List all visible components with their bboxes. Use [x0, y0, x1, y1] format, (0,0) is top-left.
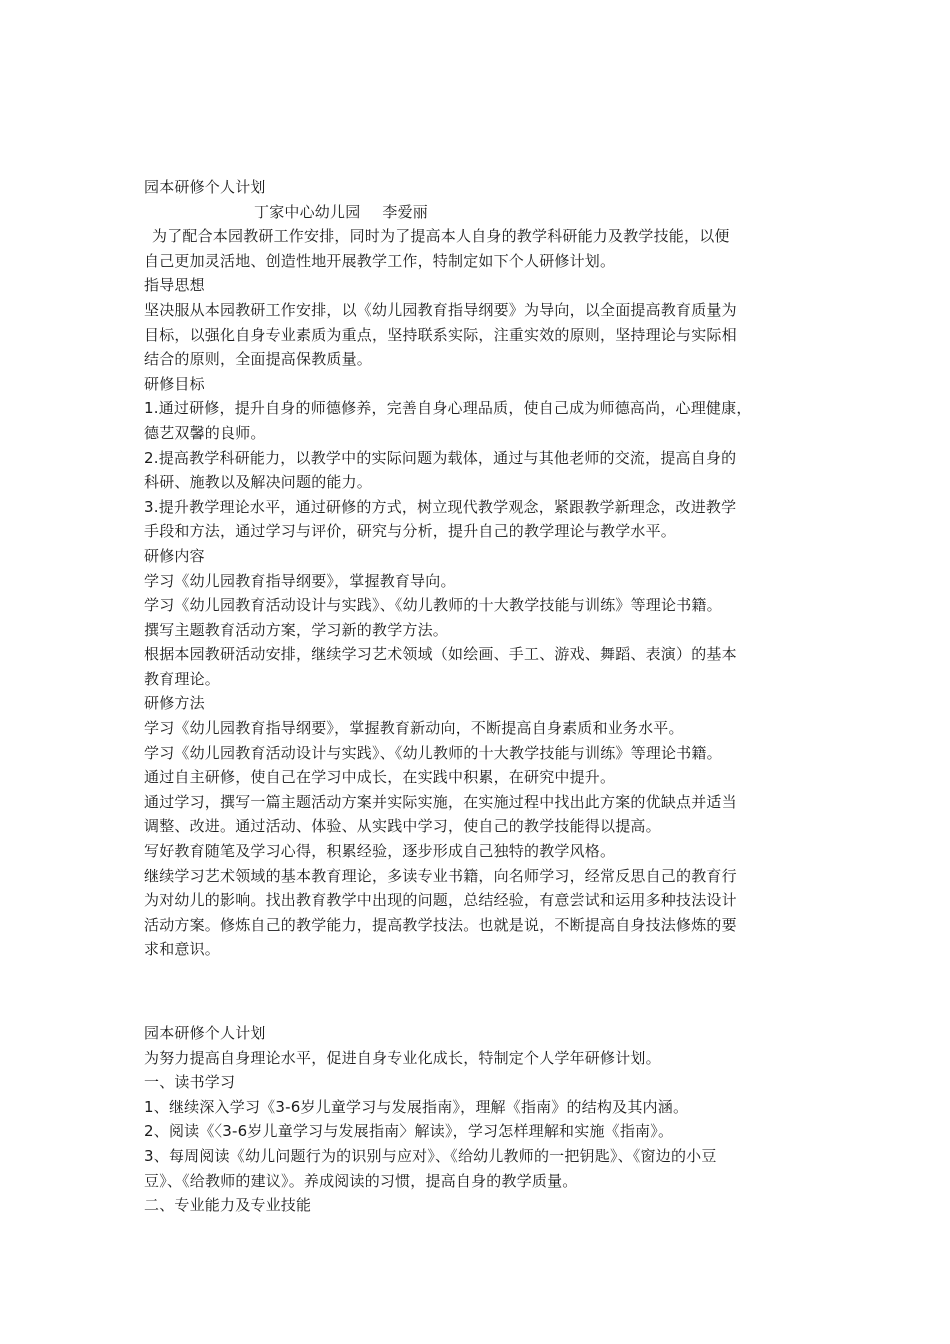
method-line: 通过学习，撰写一篇主题活动方案并实际实施，在实施过程中找出此方案的优缺点并适当	[144, 792, 737, 811]
method-line: 写好教育随笔及学习心得，积累经验，逐步形成自己独特的教学风格。	[144, 842, 616, 861]
plan-section-1	[144, 175, 814, 962]
author-organization: 丁家中心幼儿园	[254, 202, 361, 221]
section-title: 园本研修个人计划	[144, 178, 266, 196]
reading-line: 1、继续深入学习《3-6岁儿童学习与发展指南》，理解《指南》的结构及其内涵。	[144, 1097, 689, 1116]
goal-line: 科研、施教以及解决问题的能力。	[144, 473, 373, 492]
heading-goals: 研修目标	[144, 374, 205, 393]
section-title: 园本研修个人计划	[144, 1024, 266, 1042]
reading-line: 3、每周阅读《幼儿问题行为的识别与应对》、《给幼儿教师的一把钥匙》、《窗边的小豆	[144, 1146, 717, 1165]
method-line: 通过自主研修，使自己在学习中成长，在实践中积累，在研究中提升。	[144, 768, 616, 787]
method-line: 继续学习艺术领域的基本教育理论，多读专业书籍，向名师学习，经常反思自己的教育行	[144, 866, 737, 885]
intro-line: 自己更加灵活地、创造性地开展教学工作，特制定如下个人研修计划。	[144, 251, 616, 270]
method-line: 学习《幼儿园教育指导纲要》，掌握教育新动向，不断提高自身素质和业务水平。	[144, 719, 684, 738]
content-line: 学习《幼儿园教育活动设计与实践》、《幼儿教师的十大教学技能与训练》等理论书籍。	[144, 596, 722, 615]
heading-skills: 二、专业能力及专业技能	[144, 1196, 312, 1215]
heading-guiding-principle: 指导思想	[144, 276, 205, 295]
content-line: 学习《幼儿园教育指导纲要》，掌握教育导向。	[144, 571, 456, 590]
guiding-line: 结合的原则，全面提高保教质量。	[144, 350, 373, 369]
goal-line: 3.提升教学理论水平，通过研修的方式，树立现代教学观念，紧跟教学新理念，改进教学	[144, 497, 737, 516]
goal-line: 1.通过研修，提升自身的师德修养，完善自身心理品质，使自己成为师德高尚，心理健康，	[144, 399, 752, 418]
method-line: 学习《幼儿园教育活动设计与实践》、《幼儿教师的十大教学技能与训练》等理论书籍。	[144, 743, 722, 762]
goal-line: 2.提高教学科研能力，以教学中的实际问题为载体，通过与其他老师的交流，提高自身的	[144, 448, 737, 467]
intro-line: 为了配合本园教研工作安排，同时为了提高本人自身的教学科研能力及教学技能，以便	[152, 227, 730, 246]
goal-line: 德艺双馨的良师。	[144, 423, 266, 442]
reading-line: 2、阅读《〈3-6岁儿童学习与发展指南〉解读》，学习怎样理解和实施《指南》。	[144, 1122, 674, 1141]
reading-line: 豆》、《给教师的建议》。养成阅读的习惯，提高自身的教学质量。	[144, 1171, 578, 1190]
method-line: 为对幼儿的影响。找出教育教学中出现的问题，总结经验，有意尝试和运用多种技法设计	[144, 891, 737, 910]
method-line: 求和意识。	[144, 940, 221, 959]
content-line: 撰写主题教育活动方案，学习新的教学方法。	[144, 620, 449, 639]
heading-content: 研修内容	[144, 546, 205, 565]
heading-methods: 研修方法	[144, 694, 205, 713]
plan-section-2	[144, 1021, 814, 1218]
method-line: 活动方案。修炼自己的教学能力，提高教学技法。也就是说，不断提高自身技法修炼的要	[144, 915, 737, 934]
guiding-line: 坚决服从本园教研工作安排，以《幼儿园教育指导纲要》为导向，以全面提高教育质量为	[144, 300, 737, 319]
author-name: 李爱丽	[382, 202, 429, 221]
guiding-line: 目标，以强化自身专业素质为重点，坚持联系实际，注重实效的原则，坚持理论与实际相	[144, 325, 737, 344]
content-line: 根据本园教研活动安排，继续学习艺术领域（如绘画、手工、游戏、舞蹈、表演）的基本	[144, 645, 737, 664]
author-line	[144, 200, 814, 225]
heading-reading: 一、读书学习	[144, 1073, 236, 1092]
intro-line: 为努力提高自身理论水平，促进自身专业化成长，特制定个人学年研修计划。	[144, 1048, 661, 1067]
content-line: 教育理论。	[144, 669, 221, 688]
goal-line: 手段和方法，通过学习与评价，研究与分析，提升自己的教学理论与教学水平。	[144, 522, 677, 541]
method-line: 调整、改进。通过活动、体验、从实践中学习，使自己的教学技能得以提高。	[144, 817, 661, 836]
